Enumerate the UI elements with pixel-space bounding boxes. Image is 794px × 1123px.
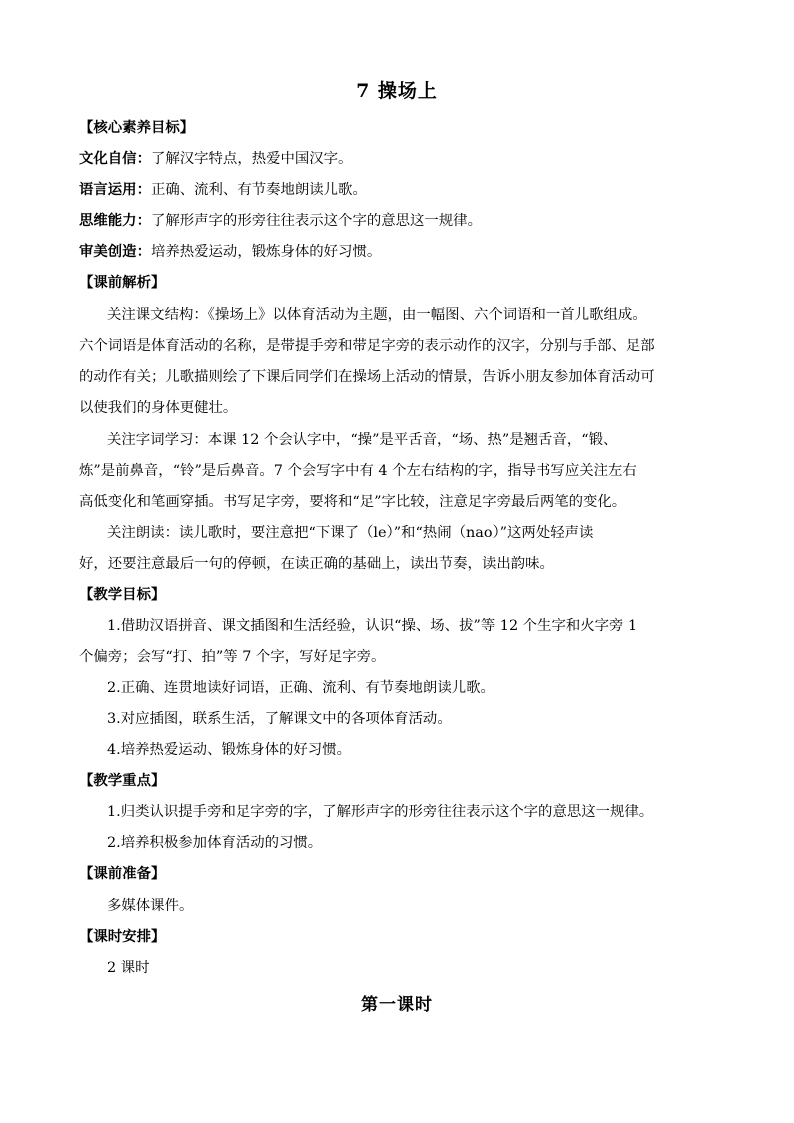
goals-line: 4.培养热爱运动、锻炼身体的好习惯。 — [107, 742, 351, 758]
keypoints-line: 1.归类认识提手旁和足字旁的字，了解形声字的形旁往往表示这个字的意思这一规律。 — [107, 804, 654, 820]
analysis-line: 关注朗读：读儿歌时，要注意把“下课了（le）”和“热闹（nao）”这两处轻声读 — [107, 525, 594, 541]
core-item-label: 思维能力： — [79, 212, 151, 229]
goals-line: 2.正确、连贯地读好词语，正确、流利、有节奏地朗读儿歌。 — [107, 680, 495, 696]
analysis-line: 关注字词学习：本课 12 个会认字中，“操”是平舌音，“场、热”是翘舌音，“锻、 — [107, 432, 618, 448]
keypoints-line: 2.培养积极参加体育活动的习惯。 — [107, 835, 323, 851]
core-item-label: 审美创造： — [79, 243, 151, 260]
goals-heading: 【教学目标】 — [79, 586, 166, 603]
analysis-line: 高低变化和笔画穿插。书写足字旁，要将和“足”字比较，注意足字旁最后两笔的变化。 — [79, 494, 627, 510]
goals-line: 1.借助汉语拼音、课文插图和生活经验，认识“操、场、拔”等 12 个生字和火字旁 1 — [107, 618, 638, 634]
core-item-text: 了解形声字的形旁往往表示这个字的意思这一规律。 — [150, 213, 482, 229]
goals-line: 3.对应插图，联系生活，了解课文中的各项体育活动。 — [107, 711, 452, 727]
prep-text: 多媒体课件。 — [107, 898, 194, 914]
core-heading: 【核心素养目标】 — [79, 119, 195, 136]
core-item-text: 正确、流利、有节奏地朗读儿歌。 — [150, 182, 367, 198]
schedule-heading: 【课时安排】 — [79, 928, 166, 945]
analysis-line: 以使我们的身体更健壮。 — [79, 400, 238, 416]
core-item — [79, 180, 739, 200]
analysis-line: 炼”是前鼻音，“铃”是后鼻音。7 个会写字中有 4 个左右结构的字，指导书写应关注左右 — [79, 463, 637, 479]
core-item — [79, 242, 739, 262]
analysis-heading: 【课前解析】 — [79, 274, 166, 291]
core-item — [79, 149, 739, 169]
core-item-label: 文化自信： — [79, 150, 151, 167]
lesson-title: 7 操场上 — [356, 80, 438, 102]
prep-heading: 【课前准备】 — [79, 865, 166, 882]
schedule-text: 2 课时 — [107, 960, 150, 976]
analysis-line: 关注课文结构：《操场上》以体育活动为主题，由一幅图、六个词语和一首儿歌组成。 — [107, 307, 647, 323]
analysis-line: 的动作有关；儿歌描则绘了下课后同学们在操场上活动的情景，告诉小朋友参加体育活动可 — [79, 369, 655, 385]
core-item-text: 培养热爱运动，锻炼身体的好习惯。 — [150, 244, 382, 260]
core-item-text: 了解汉字特点，热爱中国汉字。 — [150, 151, 353, 167]
goals-line: 个偏旁；会写“打、拍”等 7 个字，写好足字旁。 — [79, 649, 386, 665]
section-title: 第一课时 — [361, 995, 433, 1015]
core-item — [79, 211, 739, 231]
core-item-label: 语言运用： — [79, 181, 151, 198]
keypoints-heading: 【教学重点】 — [79, 772, 166, 789]
analysis-line: 好，还要注意最后一句的停顿，在读正确的基础上，读出节奏，读出韵味。 — [79, 556, 554, 572]
analysis-line: 六个词语是体育活动的名称，是带提手旁和带足字旁的表示动作的汉字，分别与手部、足部 — [79, 338, 655, 354]
